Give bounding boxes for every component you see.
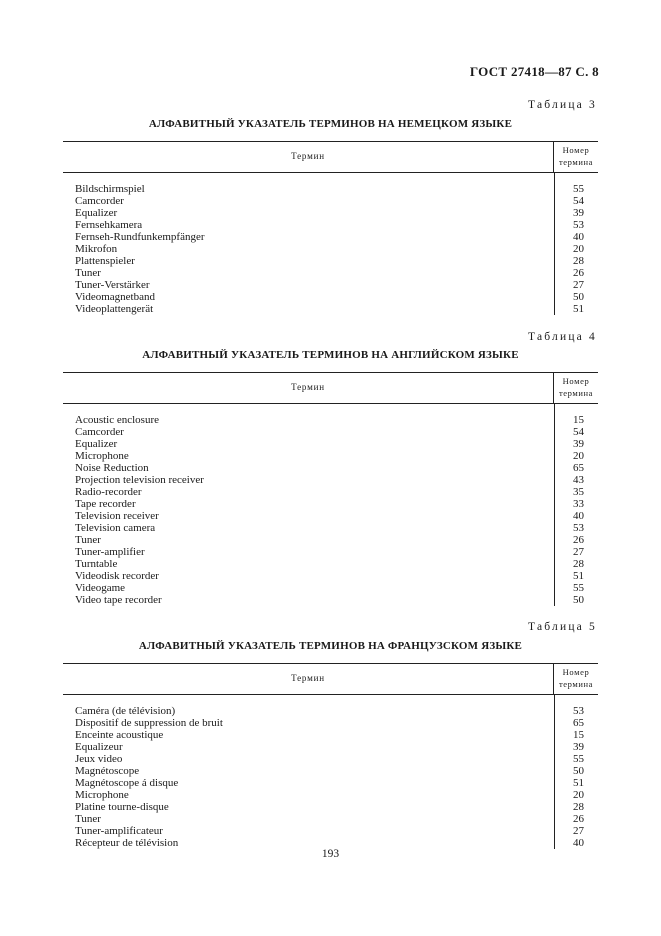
term-number: 65 [573,717,584,729]
term-number: 35 [573,486,584,498]
number-column [554,404,598,606]
term-number: 28 [573,255,584,267]
term-entry: Videodisk recorder [75,570,159,582]
term-entry: Videogame [75,582,126,594]
number-header-line-2: термина [558,678,594,689]
term-entry: Tuner-amplificateur [75,825,163,837]
table-5 [63,663,598,849]
term-number: 20 [573,450,584,462]
table-3-body [63,173,598,315]
document-header: ГОСТ 27418—87 С. 8 [469,64,599,79]
term-entry: Fernsehkamera [75,219,143,231]
term-column-header: Термин [291,673,325,683]
term-number: 40 [573,510,584,522]
term-entry: Equalizer [75,207,118,219]
table-4-title: АЛФАВИТНЫЙ УКАЗАТЕЛЬ ТЕРМИНОВ НА АНГЛИЙСКОМ ЯЗЫКЕ [142,349,519,361]
table-4 [63,372,598,606]
term-entry: Microphone [75,789,129,801]
term-column [63,173,554,315]
number-header-line-2: термина [558,156,594,167]
term-entry: Récepteur de télévision [75,837,179,849]
term-number: 51 [573,570,584,582]
term-entry: Turntable [75,558,118,570]
term-entry: Tuner [75,534,101,546]
term-number: 53 [573,705,584,717]
table-5-header [63,664,598,695]
number-header-line-2: термина [558,387,594,398]
term-entry: Television camera [75,522,156,534]
term-number: 65 [573,462,584,474]
table-3-header [63,142,598,173]
number-column-header [553,142,598,172]
term-number: 27 [573,825,584,837]
number-header-line-1: Номер [562,376,590,386]
term-number: 53 [573,522,584,534]
term-number: 39 [573,438,584,450]
term-number: 26 [573,813,584,825]
term-column [63,404,554,606]
term-number: 15 [573,729,584,741]
term-number: 40 [573,837,584,849]
term-entry: Projection television receiver [75,474,204,486]
table-4-label: Таблица 4 [528,331,597,343]
term-number: 26 [573,534,584,546]
table-4-header [63,373,598,404]
page-number: 193 [321,848,340,860]
table-5-title: АЛФАВИТНЫЙ УКАЗАТЕЛЬ ТЕРМИНОВ НА ФРАНЦУЗСКОМ ЯЗЫКЕ [138,640,523,652]
table-4-body [63,404,598,606]
term-number: 55 [573,582,584,594]
term-entry: Platine tourne-disque [75,801,169,813]
term-number: 39 [573,741,584,753]
term-entry: Tuner-amplifier [75,546,145,558]
term-number: 27 [573,546,584,558]
term-number: 50 [573,291,584,303]
term-entry: Noise Reduction [75,462,149,474]
term-entry: Plattenspieler [75,255,135,267]
table-3-label: Таблица 3 [528,99,597,111]
term-number: 40 [573,231,584,243]
term-entry: Videoplattengerät [75,303,154,315]
term-entry: Fernseh-Rundfunkempfänger [75,231,205,243]
number-header-line-1: Номер [562,145,590,155]
term-column [63,695,554,849]
term-number: 50 [573,765,584,777]
term-number: 50 [573,594,584,606]
term-number: 28 [573,801,584,813]
term-column-header: Термин [291,382,325,392]
number-header-line-1: Номер [562,667,590,677]
table-5-body [63,695,598,849]
term-number: 33 [573,498,584,510]
term-entry: Enceinte acoustique [75,729,164,741]
term-entry: Mikrofon [75,243,118,255]
term-number: 39 [573,207,584,219]
term-entry: Equalizeur [75,741,123,753]
table-3 [63,141,598,315]
table-3-title: АЛФАВИТНЫЙ УКАЗАТЕЛЬ ТЕРМИНОВ НА НЕМЕЦКОМ ЯЗЫКЕ [148,118,513,130]
term-number: 20 [573,789,584,801]
table-5-label: Таблица 5 [528,621,597,633]
term-number: 54 [573,195,584,207]
term-entry: Camcorder [75,195,124,207]
term-column-header: Термин [291,151,325,161]
term-entry: Video tape recorder [75,594,162,606]
term-entry: Tape recorder [75,498,136,510]
term-entry: Acoustic enclosure [75,414,159,426]
term-number: 20 [573,243,584,255]
term-entry: Television receiver [75,510,159,522]
term-entry: Tuner [75,813,101,825]
term-entry: Bildschirmspiel [75,183,145,195]
term-entry: Radio-recorder [75,486,142,498]
term-number: 51 [573,777,584,789]
term-number: 27 [573,279,584,291]
term-entry: Equalizer [75,438,118,450]
term-number: 28 [573,558,584,570]
term-entry: Jeux video [75,753,123,765]
term-entry: Magnétoscope á disque [75,777,179,789]
term-number: 26 [573,267,584,279]
term-entry: Tuner-Verstärker [75,279,150,291]
number-column-header [553,373,598,403]
term-entry: Videomagnetband [75,291,155,303]
term-number: 51 [573,303,584,315]
term-entry: Dispositif de suppression de bruit [75,717,223,729]
term-number: 54 [573,426,584,438]
number-column [554,695,598,849]
term-entry: Magnétoscope [75,765,140,777]
term-number: 55 [573,183,584,195]
number-column-header [553,664,598,694]
term-entry: Microphone [75,450,129,462]
term-entry: Caméra (de télévision) [75,705,176,717]
number-column [554,173,598,315]
term-entry: Tuner [75,267,101,279]
term-entry: Camcorder [75,426,124,438]
term-number: 15 [573,414,584,426]
term-number: 43 [573,474,584,486]
term-number: 55 [573,753,584,765]
term-number: 53 [573,219,584,231]
